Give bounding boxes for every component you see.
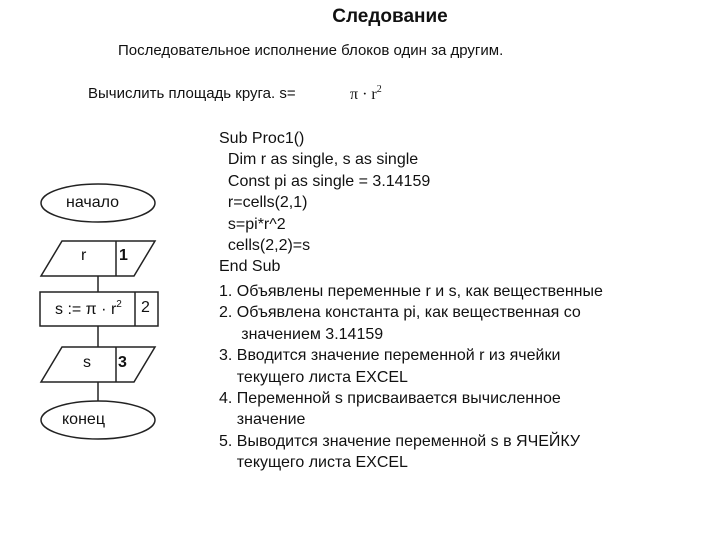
code-line: Dim r as single, s as single: [219, 151, 419, 169]
explanation-line: текущего листа EXCEL: [219, 454, 408, 472]
process-block-number: 2: [141, 299, 150, 316]
explanation-line: 3. Вводится значение переменной r из ячейки: [219, 347, 561, 365]
slide-title: Следование: [332, 6, 448, 27]
slide-subtitle: Последовательное исполнение блоков один за другим.: [118, 42, 504, 59]
process-formula-exponent: 2: [116, 299, 122, 310]
explanation-line: текущего листа EXCEL: [219, 368, 408, 386]
process-formula-base: s := π · r: [55, 301, 117, 318]
area-formula-base: π · r: [350, 86, 377, 103]
output-variable: s: [83, 354, 91, 371]
code-line: cells(2,2)=s: [219, 236, 311, 254]
code-line: Sub Proc1(): [219, 130, 305, 147]
code-line: s=pi*r^2: [219, 215, 286, 233]
area-formula-exponent: 2: [376, 84, 382, 95]
explanation-line: значение: [219, 411, 306, 429]
explanation-line: значением 3.14159: [219, 325, 384, 343]
process-formula: [55, 299, 122, 319]
task-statement: Вычислить площадь круга. s=: [88, 85, 296, 102]
explanation-line: 4. Переменной s присваивается вычисленное: [219, 389, 561, 407]
end-label: конец: [62, 411, 105, 428]
input-variable: r: [81, 247, 87, 264]
output-block-number: 3: [118, 354, 127, 371]
input-block-number: 1: [119, 247, 128, 264]
start-label: начало: [66, 194, 120, 211]
explanation-line: 2. Объявлена константа pi, как вещественная со: [219, 304, 581, 322]
input-block: [41, 241, 155, 276]
explanation-line: 1. Объявлены переменные r и s, как вещественные: [219, 283, 603, 300]
code-line: r=cells(2,1): [219, 194, 308, 212]
output-block: [41, 347, 155, 382]
explanation-line: 5. Выводится значение переменной s в ЯЧЕЙКУ: [219, 432, 581, 450]
code-line: End Sub: [219, 258, 281, 276]
code-line: Const pi as single = 3.14159: [219, 172, 431, 190]
